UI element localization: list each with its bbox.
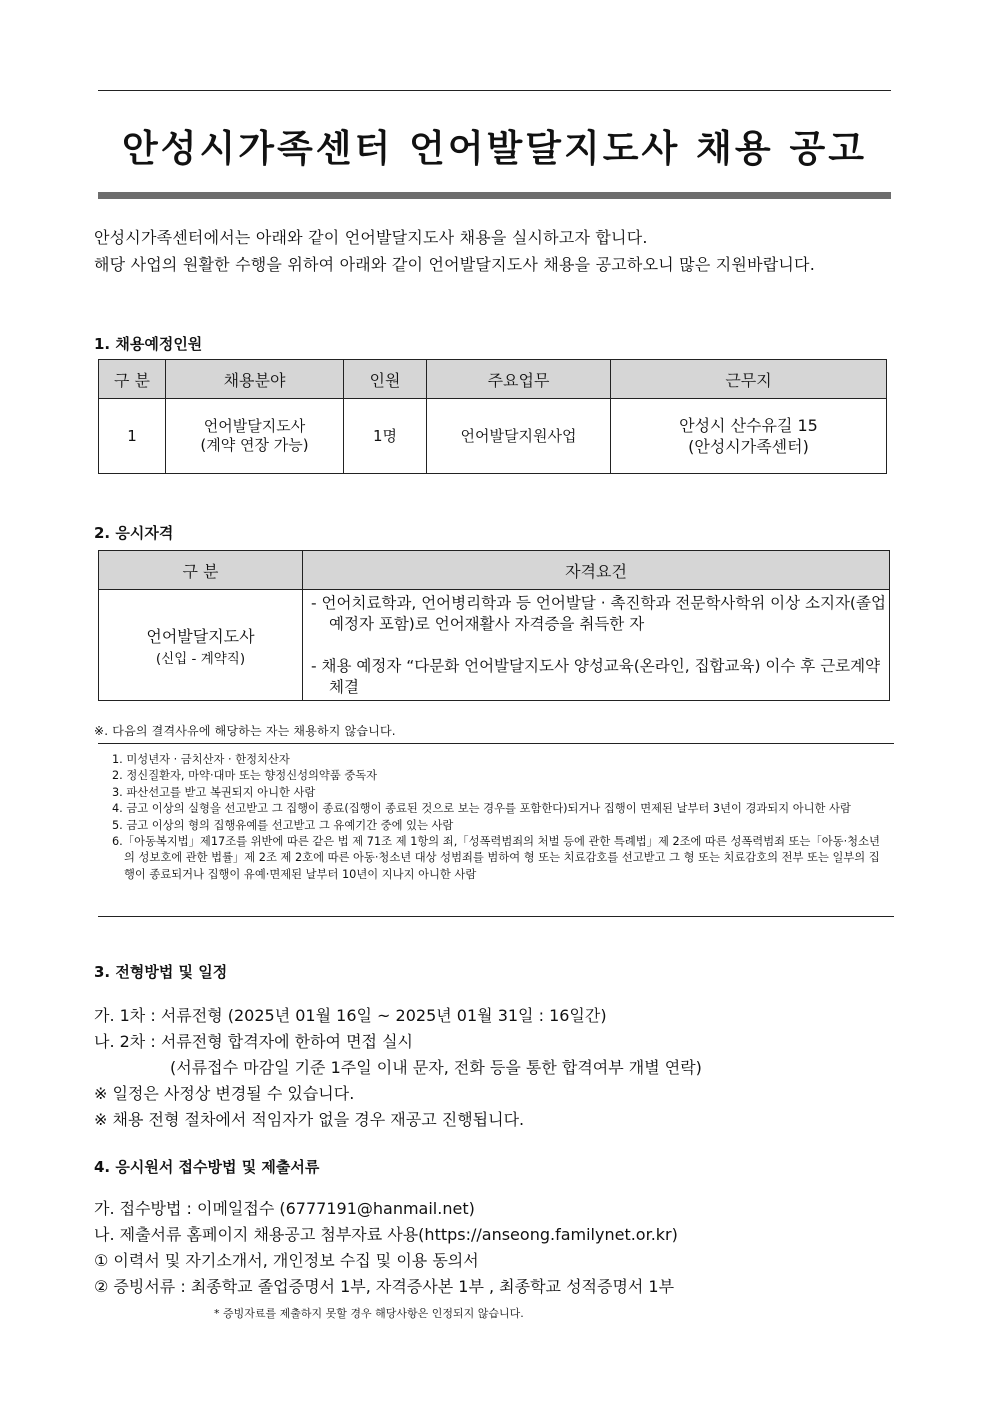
table-header-row [99,551,890,590]
cell-field [166,399,344,474]
cell-no: 1 [99,399,166,474]
qualifications-table [98,550,890,701]
cell-requirements [303,590,890,701]
table-row [99,399,887,474]
cell-category [99,590,303,701]
box-top-rule [98,743,894,744]
evidence-note: * 증빙자료를 제출하지 못할 경우 해당사항은 인정되지 않습니다. [214,1307,524,1320]
application-line: ② 증빙서류 : 최종학교 졸업증명서 1부, 자격증사본 1부 , 최종학교 성적증명서 1부 [94,1277,675,1296]
schedule-line: ※ 일정은 사정상 변경될 수 있습니다. [94,1084,355,1103]
category-name: 언어발달지도사 [146,626,255,646]
list-item: 5. 금고 이상의 형의 집행유예를 선고받고 그 유예기간 중에 있는 사람 [112,818,454,832]
category-note: (신입 - 계약직) [155,650,246,667]
positions-table [98,359,887,474]
application-lines [94,1196,678,1300]
list-item: 6.「아동복지법」제17조를 위반에 따른 같은 법 제 71조 제 1항의 죄,「성폭력범죄의 처벌 등에 관한 특례법」제 2조에 따른 성폭력범죄 또는「아동·청소년의 성보호에 관한 법률」제 2조 제 2호에 따른 아동·청소년 대상 성범죄를 범하여 형 또는 치료감호를 선고받고 그 형 또는 치료감호의 전부 또는 일부의 집행이 종료되거나 집행이 유예·면제된 날부터 10년이 지나지 아니한 사람 [112,835,880,881]
list-item: 3. 파산선고를 받고 복권되지 아니한 사람 [112,785,316,799]
header-requirements: 자격요건 [303,551,890,590]
schedule-line: 나. 2차 : 서류전형 합격자에 한하여 면접 실시 [94,1032,414,1051]
field-note: (계약 연장 가능) [200,436,309,454]
intro-line: 해당 사업의 원활한 수행을 위하여 아래와 같이 언어발달지도사 채용을 공고하오니 많은 지원바랍니다. [94,255,815,274]
page-title: 안성시가족센터 언어발달지도사 채용 공고 [122,127,867,170]
header-workplace: 근무지 [611,360,887,399]
disqualification-heading: ※. 다음의 결격사유에 해당하는 자는 채용하지 않습니다. [94,724,396,738]
section-heading-schedule: 3. 전형방법 및 일정 [94,963,228,981]
section-heading-qualifications: 2. 응시자격 [94,524,174,542]
schedule-line: (서류접수 마감일 기준 1주일 이내 문자, 전화 등을 통한 합격여부 개별 연락) [170,1058,702,1077]
intro-line: 안성시가족센터에서는 아래와 같이 언어발달지도사 채용을 실시하고자 합니다. [94,228,648,247]
schedule-lines [94,1003,702,1133]
header-count: 인원 [344,360,427,399]
cell-duty: 언어발달지원사업 [427,399,611,474]
table-header-row [99,360,887,399]
schedule-line: 가. 1차 : 서류전형 (2025년 01월 16일 ~ 2025년 01월 31일 : 16일간) [94,1006,607,1025]
workplace-address: 안성시 산수유길 15 [679,416,818,435]
cell-workplace [611,399,887,474]
application-line: ① 이력서 및 자기소개서, 개인정보 수집 및 이용 동의서 [94,1251,479,1270]
header-category: 구 분 [99,551,303,590]
header-field: 채용분야 [166,360,344,399]
section-heading-application: 4. 응시원서 접수방법 및 제출서류 [94,1158,320,1176]
application-line: 나. 제출서류 홈페이지 채용공고 첨부자료 사용(https://anseong.familynet.or.kr) [94,1225,678,1244]
header-category: 구 분 [99,360,166,399]
top-rule [98,90,891,91]
schedule-line: ※ 채용 전형 절차에서 적임자가 없을 경우 재공고 진행됩니다. [94,1110,525,1129]
box-bottom-rule [98,916,894,917]
requirement-item: - 언어치료학과, 언어병리학과 등 언어발달 · 촉진학과 전문학사학위 이상 소지자(졸업예정자 포함)로 언어재활사 자격증을 취득한 자 [311,593,886,633]
section-heading-positions: 1. 채용예정인원 [94,335,203,353]
application-line: 가. 접수방법 : 이메일접수 (6777191@hanmail.net) [94,1199,475,1218]
requirement-item: - 채용 예정자 “다문화 언어발달지도사 양성교육(온라인, 집합교육) 이수 후 근로계약 체결 [311,656,881,696]
cell-count: 1명 [344,399,427,474]
header-duty: 주요업무 [427,360,611,399]
table-row [99,590,890,701]
list-item: 2. 정신질환자, 마약·대마 또는 향정신성의약품 중독자 [112,769,378,783]
list-item: 4. 금고 이상의 실형을 선고받고 그 집행이 종료(집행이 종료된 것으로 보는 경우를 포함한다)되거나 집행이 면제된 날부터 3년이 경과되지 아니한 사람 [112,802,851,816]
intro-paragraph [94,224,815,278]
workplace-note: (안성시가족센터) [688,437,809,456]
list-item: 1. 미성년자 · 금치산자 · 한정치산자 [112,753,290,766]
title-underline [98,192,891,199]
field-name: 언어발달지도사 [203,417,306,435]
disqualification-list [112,752,888,883]
